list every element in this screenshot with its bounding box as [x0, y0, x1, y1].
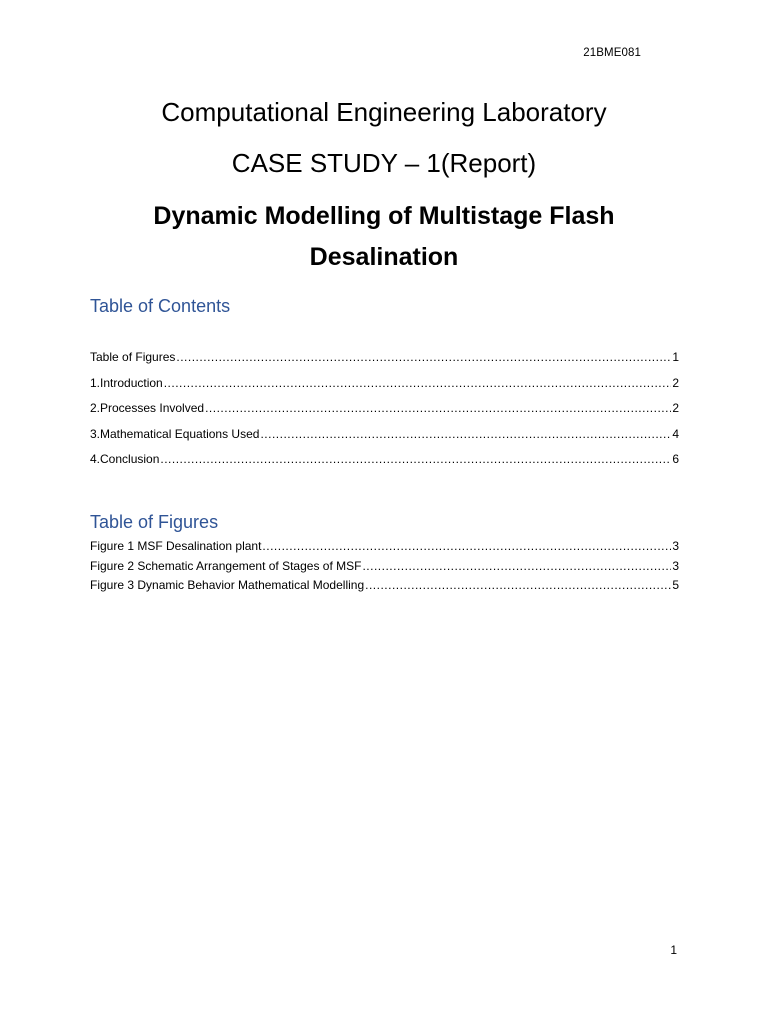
toc-entry-page: 2: [672, 401, 679, 415]
toc-entry-page: 2: [672, 375, 679, 390]
toc-entry[interactable]: [90, 450, 679, 476]
dot-leader: [176, 348, 671, 366]
toc-heading: Table of Contents: [90, 296, 231, 316]
dot-leader: [260, 425, 671, 443]
toc-entry-page: 6: [672, 452, 679, 466]
tof-heading: Table of Figures: [90, 512, 219, 532]
roll-number: 21BME081: [583, 47, 641, 59]
toc-entry[interactable]: [90, 399, 679, 425]
toc-entry[interactable]: [90, 374, 679, 400]
report-heading-line-2: Desalination: [309, 243, 459, 271]
page-number: 1: [670, 943, 677, 957]
tof-entry-page: 5: [672, 578, 679, 592]
toc-entry-page: 4: [672, 426, 679, 441]
tof-entry-page: 3: [672, 558, 679, 573]
tof-entry-label: Figure 1 MSF Desalination plant: [90, 539, 262, 553]
report-heading-line-1: Dynamic Modelling of Multistage Flash: [153, 202, 615, 230]
dot-leader: [160, 450, 671, 468]
tof-entry[interactable]: [90, 576, 679, 596]
tof-entry-label: Figure 2 Schematic Arrangement of Stages of MSF: [90, 558, 362, 573]
toc-entry-label: Table of Figures: [90, 350, 176, 364]
tof-entry[interactable]: [90, 557, 679, 577]
tof-entry-label: Figure 3 Dynamic Behavior Mathematical Modelling: [90, 578, 365, 592]
toc-entry-label: 1.Introduction: [90, 375, 163, 390]
dot-leader: [164, 374, 672, 392]
toc-entry-label: 4.Conclusion: [90, 452, 160, 466]
toc-list: [90, 348, 679, 476]
toc-entry[interactable]: [90, 348, 679, 374]
tof-entry-page: 3: [672, 539, 679, 553]
tof-list: [90, 537, 679, 596]
dot-leader: [205, 399, 671, 417]
dot-leader: [262, 537, 671, 555]
toc-entry-page: 1: [672, 350, 679, 364]
tof-entry[interactable]: [90, 537, 679, 557]
report-heading: [0, 196, 768, 278]
toc-entry[interactable]: [90, 425, 679, 451]
toc-entry-label: 3.Mathematical Equations Used: [90, 426, 260, 441]
dot-leader: [362, 557, 671, 575]
dot-leader: [365, 576, 671, 594]
case-study-title: CASE STUDY – 1(Report): [231, 148, 537, 178]
toc-entry-label: 2.Processes Involved: [90, 401, 205, 415]
course-title: Computational Engineering Laboratory: [161, 97, 607, 127]
